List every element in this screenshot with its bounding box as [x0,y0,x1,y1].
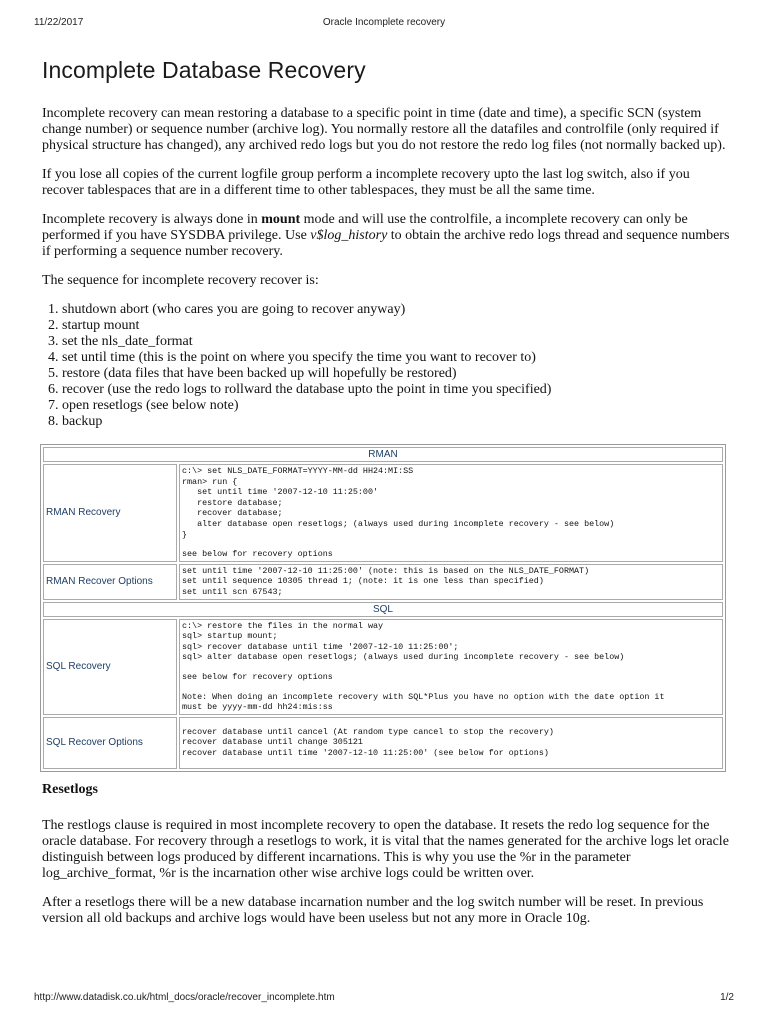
list-item: 7. open resetlogs (see below note) [62,398,732,414]
rman-recovery-note: see below for recovery options [182,549,333,560]
print-footer [34,992,734,1006]
sql-options-code [179,717,723,769]
mode-text-1: Incomplete recovery is always done in [42,212,262,227]
mode-text-2: mode and will use the controlfile, a incomplete recovery can only be performed if you have SYSDBA privilege. Use [42,212,688,243]
rman-options-script: set until time '2007-12-10 11:25:00' (note: this is based on the NLS_DATE_FORMAT) set until sequence 10305 thread 1; (note: it is one less than specified) set until scn 67543; [182,565,590,597]
sql-recovery-label: SQL Recovery [43,619,177,715]
list-item: 5. restore (data files that have been backed up will hopefully be restored) [62,366,732,382]
print-page-title: Oracle Incomplete recovery [322,17,446,28]
sql-section-header: SQL [43,602,723,617]
mode-text-3: to obtain the archive redo logs thread and sequence numbers if performing a sequence number recovery. [42,228,730,259]
sql-recovery-note: see below for recovery options [182,671,333,682]
rman-options-label: RMAN Recover Options [43,564,177,600]
page-number: 1/2 [720,992,734,1003]
intro-paragraph-1: Incomplete recovery can mean restoring a database to a specific point in time (date and time), a specific SCN (system change number) or sequence number (archive log). You normally restore all the datafiles and controlfile (only required if physical structure has changed), any archived redo logs but you do not restore the redo log files (not normally backed up). [42,106,726,153]
page-title: Incomplete Database Recovery [42,57,366,83]
list-item: 1. shutdown abort (who cares you are going to recover anyway) [62,302,732,318]
rman-section-header: RMAN [43,447,723,462]
recovery-steps-list [42,302,732,430]
sql-options-script: recover database until cancel (At random type cancel to stop the recovery) recover database until change 305121 recover database until time '2007-12-10 11:25:00' (see below for options) [182,726,554,758]
resetlogs-paragraph-1: The restlogs clause is required in most incomplete recovery to open the database. It resets the redo log sequence for the oracle database. For recovery through a resetlogs to work, it is vital that the names generated for the archive logs let oracle distinguish between logs produced by different incarnations. This is why you use the %r in the parameter log_archive_format, %r is the incarnation other wise archive logs could be written over. [42,817,729,881]
rman-recovery-script: c:\> set NLS_DATE_FORMAT=YYYY-MM-dd HH24:MI:SS rman> run { set until time '2007-12-10 11:25:00' restore database; recover database; alter database open resetlogs; (always used during incomplete recovery - see below) } [182,466,615,540]
list-item: 6. recover (use the redo logs to rollward the database upto the point in time you specified) [62,382,732,398]
list-item: 4. set until time (this is the point on where you specify the time you want to recover to) [62,350,732,366]
rman-options-code [179,564,723,600]
list-item: 3. set the nls_date_format [62,334,732,350]
rman-recovery-code [179,464,723,562]
article [42,57,732,940]
list-item: 2. startup mount [62,318,732,334]
print-url: http://www.datadisk.co.uk/html_docs/oracle/recover_incomplete.htm [34,992,335,1003]
recovery-commands-table [40,444,726,772]
print-date: 11/22/2017 [34,17,84,28]
resetlogs-paragraph-2: After a resetlogs there will be a new database incarnation number and the log switch number will be reset. In previous version all old backups and archive logs would have been useless but not any more in Oracle 10g. [42,894,704,926]
intro-paragraph-2: If you lose all copies of the current logfile group perform a incomplete recovery upto the last log switch, also if you recover tablespaces that are in a different time to other tablespaces, they must be all the same time. [42,167,690,198]
print-header [34,17,734,31]
mount-mode-paragraph [42,212,732,260]
sql-recovery-script: c:\> restore the files in the normal way sql> startup mount; sql> recover database until time '2007-12-10 11:25:00'; sql> alter database open resetlogs; (always used during incomplete recovery - see below) [182,620,625,663]
sql-recovery-code [179,619,723,715]
resetlogs-heading: Resetlogs [42,781,98,797]
sequence-intro: The sequence for incomplete recovery recover is: [42,273,319,288]
rman-recovery-label: RMAN Recovery [43,464,177,562]
mount-keyword: mount [261,212,301,227]
log-history-view: v$log_history [310,228,388,243]
sql-options-label: SQL Recover Options [43,717,177,769]
sql-recovery-warning: Note: When doing an incomplete recovery with SQL*Plus you have no option with the date option it must be yyyy-mm-dd hh24:mis:ss [182,691,665,713]
list-item: 8. backup [62,414,732,430]
